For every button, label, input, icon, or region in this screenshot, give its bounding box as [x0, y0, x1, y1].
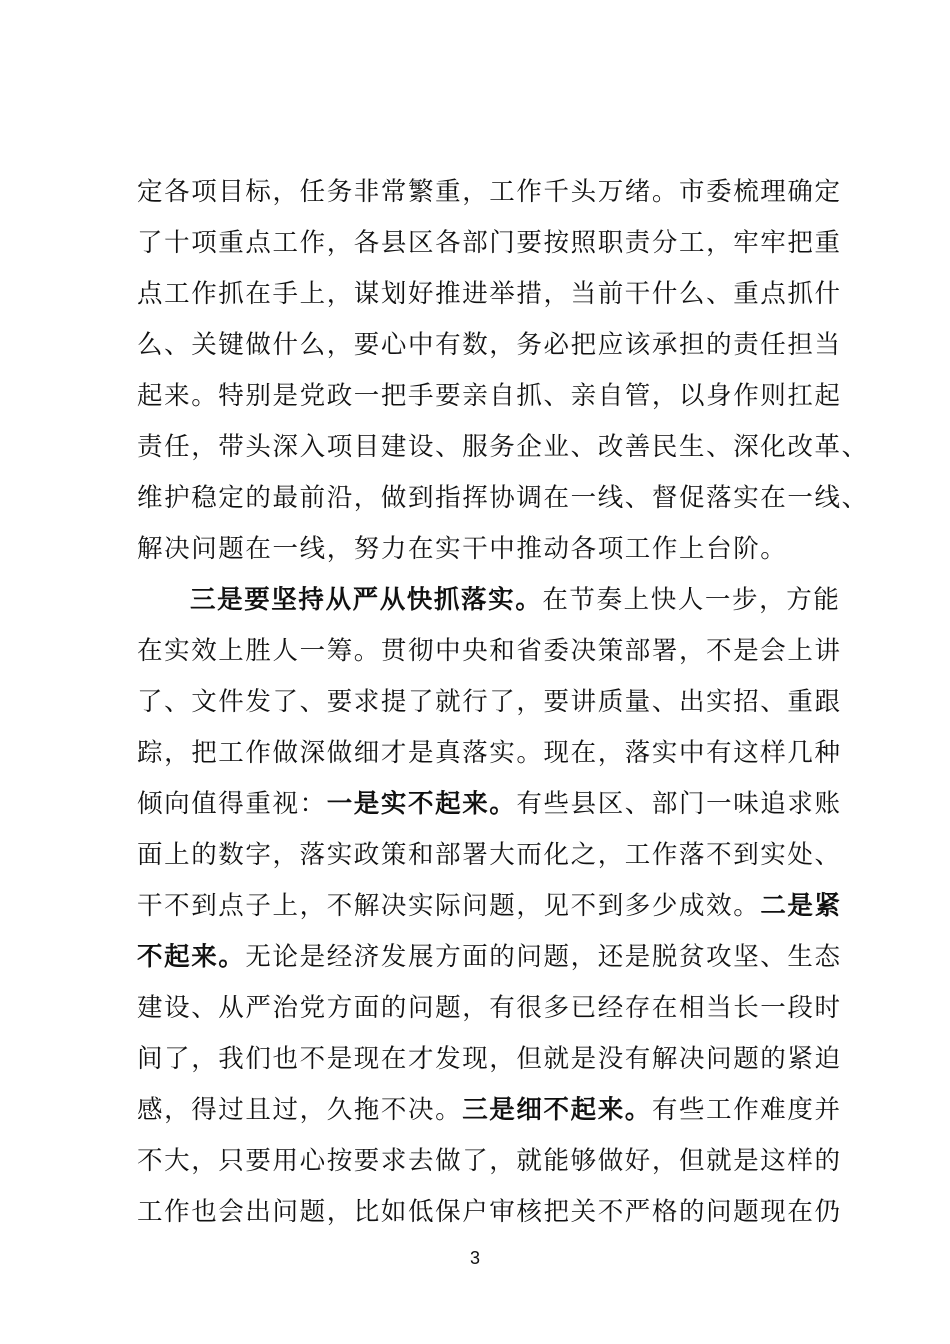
text-run: 建设、从严治党方面的问题，有很多已经存在相当长一段时 [137, 993, 842, 1023]
text-line [137, 531, 837, 567]
text-line [137, 990, 842, 1026]
text-run: 间了，我们也不是现在才发现，但就是没有解决问题的紧迫 [137, 1044, 842, 1074]
text-run: 干不到点子上，不解决实际问题，见不到多少成效。 [137, 891, 761, 921]
text-line [137, 429, 869, 465]
text-line [137, 888, 842, 924]
text-run: 解决问题在一线，努力在实干中推动各项工作上台阶。 [137, 534, 788, 564]
text-line [137, 174, 842, 210]
bold-run: 一是实不起来。 [326, 789, 517, 819]
text-run: 么、关键做什么，要心中有数，务必把应该承担的责任担当 [137, 330, 842, 360]
text-run: 工作也会出问题，比如低保户审核把关不严格的问题现在仍 [137, 1197, 842, 1227]
text-run: 定各项目标，任务非常繁重，工作千头万绪。市委梳理确定 [137, 177, 842, 207]
bold-run: 二是紧 [760, 891, 842, 921]
text-line [137, 480, 869, 516]
text-run: 责任，带头深入项目建设、服务企业、改善民生、深化改革、 [137, 432, 869, 462]
text-line [137, 735, 842, 771]
text-run: 踪，把工作做深做细才是真落实。现在，落实中有这样几种 [137, 738, 842, 768]
text-run: 维护稳定的最前沿，做到指挥协调在一线、督促落实在一线、 [137, 483, 869, 513]
text-line [190, 582, 890, 618]
bold-run: 三是细不起来。 [462, 1095, 652, 1125]
page-number: 3 [469, 1248, 480, 1268]
text-line [137, 378, 842, 414]
text-line [137, 1041, 842, 1077]
text-line [137, 939, 842, 975]
text-run: 起来。特别是党政一把手要亲自抓、亲自管，以身作则扛起 [137, 381, 842, 411]
text-line [137, 1194, 842, 1230]
text-run: 倾向值得重视： [137, 789, 327, 819]
text-run: 无论是经济发展方面的问题，还是脱贫攻坚、生态 [245, 942, 842, 972]
text-run: 点工作抓在手上，谋划好推进举措，当前干什么、重点抓什 [137, 279, 842, 309]
text-run: 了、文件发了、要求提了就行了，要讲质量、出实招、重跟 [137, 687, 842, 717]
text-run: 面上的数字，落实政策和部署大而化之，工作落不到实处、 [137, 840, 842, 870]
text-line [137, 225, 842, 261]
text-line [137, 837, 842, 873]
text-run: 有些县区、部门一味追求账 [516, 789, 842, 819]
text-line [137, 276, 842, 312]
text-run: 感，得过且过，久拖不决。 [137, 1095, 463, 1125]
text-line [137, 1143, 842, 1179]
text-run: 了十项重点工作，各县区各部门要按照职责分工，牢牢把重 [137, 228, 842, 258]
text-run: 在实效上胜人一筹。贯彻中央和省委决策部署，不是会上讲 [137, 636, 842, 666]
text-line [137, 327, 842, 363]
text-line [137, 684, 842, 720]
bold-run: 不起来。 [137, 942, 246, 972]
text-line [137, 633, 842, 669]
text-run: 不大，只要用心按要求去做了，就能够做好，但就是这样的 [137, 1146, 842, 1176]
text-line [137, 1092, 842, 1128]
text-run: 在节奏上快人一步，方能 [542, 585, 841, 615]
text-line [137, 786, 842, 822]
bold-heading-run: 三是要坚持从严从快抓落实。 [190, 585, 543, 615]
text-run: 有些工作难度并 [651, 1095, 842, 1125]
